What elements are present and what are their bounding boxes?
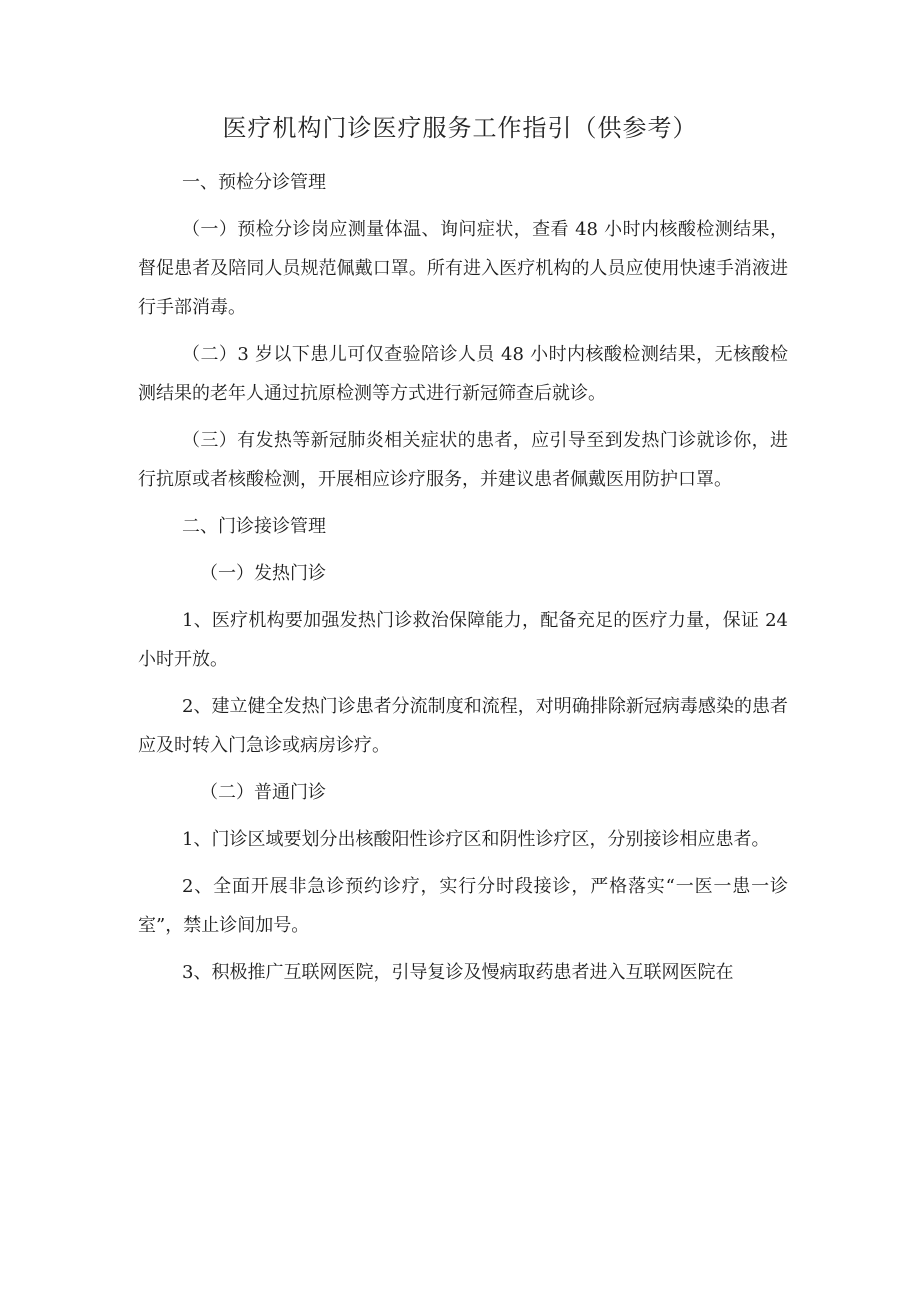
document-title: 医疗机构门诊医疗服务工作指引（供参考） <box>222 114 698 142</box>
paragraph-1-1: （一）预检分诊岗应测量体温、询问症状，查看 48 小时内核酸检测结果，督促患者及陪同人员规范佩戴口罩。所有进入医疗机构的人员应使用快速手消液进行手部消毒。 <box>138 219 788 318</box>
paragraph-2-2-1: 1、门诊区域要划分出核酸阳性诊疗区和阴性诊疗区，分别接诊相应患者。 <box>182 829 770 850</box>
paragraph-2-1-1: 1、医疗机构要加强发热门诊救治保障能力，配备充足的医疗力量，保证 24 小时开放。 <box>138 610 788 670</box>
document-body <box>138 163 788 992</box>
paragraph-2-1-2: 2、建立健全发热门诊患者分流制度和流程，对明确排除新冠病毒感染的患者应及时转入门急诊或病房诊疗。 <box>138 696 788 756</box>
section-heading-1: 一、预检分诊管理 <box>182 172 326 193</box>
subsection-heading-fever-clinic: （一）发热门诊 <box>200 563 326 584</box>
paragraph-2-2-2: 2、全面开展非急诊预约诊疗，实行分时段接诊，严格落实“一医一患一诊室”，禁止诊间加号。 <box>138 876 788 936</box>
section-heading-2: 二、门诊接诊管理 <box>182 516 326 537</box>
paragraph-2-2-3: 3、积极推广互联网医院，引导复诊及慢病取药患者进入互联网医院在 <box>182 962 734 983</box>
subsection-heading-general-clinic: （二）普通门诊 <box>200 782 326 803</box>
paragraph-1-3: （三）有发热等新冠肺炎相关症状的患者，应引导至到发热门诊就诊你，进行抗原或者核酸检测，开展相应诊疗服务，并建议患者佩戴医用防护口罩。 <box>138 430 788 490</box>
paragraph-1-2: （二）3 岁以下患儿可仅查验陪诊人员 48 小时内核酸检测结果，无核酸检测结果的老年人通过抗原检测等方式进行新冠筛查后就诊。 <box>138 344 788 404</box>
